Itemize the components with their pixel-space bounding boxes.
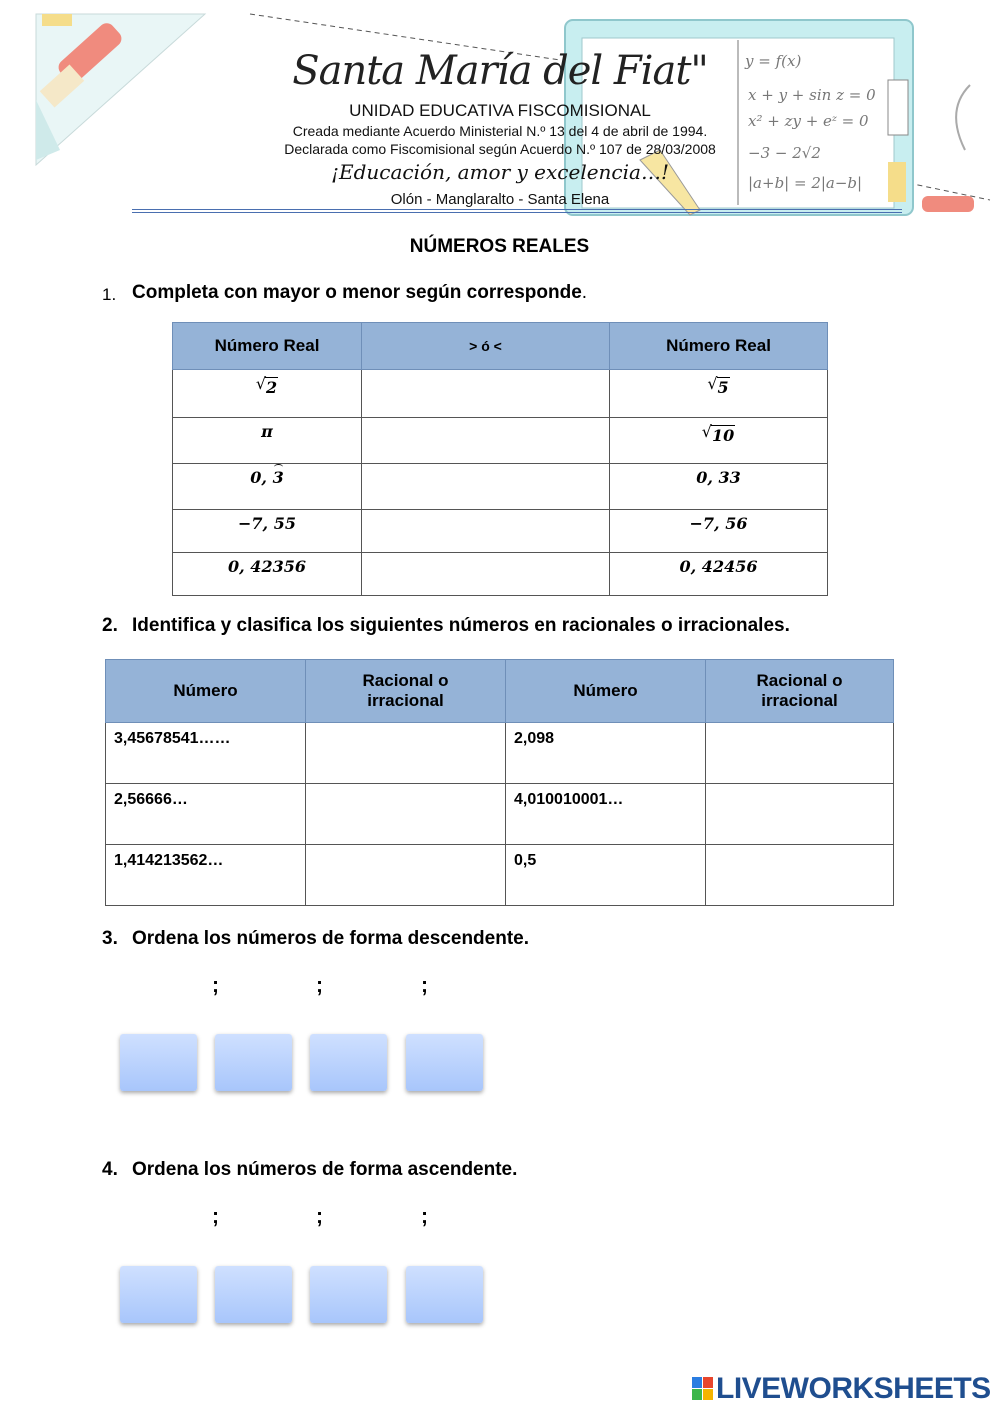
q3-text: Ordena los números de forma descendente. — [132, 928, 529, 949]
header-cell: > ó < — [362, 323, 610, 370]
number-cell: 1,414213562… — [106, 845, 306, 906]
value-cell: √ 10 — [610, 418, 828, 464]
header-rule — [132, 209, 902, 210]
formula-4: −3 − 2√2 — [748, 144, 821, 162]
created-line: Creada mediante Acuerdo Ministerial N.º 13 del 4 de abril de 1994. — [292, 123, 708, 139]
value-cell: 0, 33 — [610, 464, 828, 510]
q4-text: Ordena los números de forma ascendente. — [132, 1159, 518, 1180]
liveworksheets-logo-icon — [692, 1377, 714, 1401]
liveworksheets-logo[interactable]: LIVEWORKSHEETS — [716, 1372, 991, 1405]
number-cell: 2,098 — [506, 723, 706, 784]
q2-number: 2. — [102, 615, 118, 636]
table-row — [173, 464, 828, 510]
number-cell: 4,010010001… — [506, 784, 706, 845]
location: Olón - Manglaralto - Santa Elena — [390, 191, 610, 208]
table-row — [106, 845, 894, 906]
drop-slot[interactable] — [215, 1034, 292, 1091]
answer-cell[interactable] — [362, 370, 610, 418]
table-row — [173, 418, 828, 464]
drop-slot[interactable] — [310, 1034, 387, 1091]
answer-cell[interactable] — [706, 845, 894, 906]
declared-line: Declarada como Fiscomisional según Acuerdo N.º 107 de 28/03/2008 — [284, 141, 716, 157]
separator: ; — [212, 974, 219, 997]
table-row — [106, 784, 894, 845]
answer-cell[interactable] — [362, 510, 610, 553]
table-row — [106, 723, 894, 784]
table-row — [173, 370, 828, 418]
comparison-table — [172, 322, 828, 596]
value-cell: √ 2 — [173, 370, 362, 418]
value-cell: π — [173, 418, 362, 464]
school-header — [0, 0, 999, 222]
drop-slot[interactable] — [120, 1034, 197, 1091]
drop-slot[interactable] — [406, 1034, 483, 1091]
table-header-row — [106, 660, 894, 723]
header-cell: Número Real — [173, 323, 362, 370]
value-cell: 0, 42356 — [173, 553, 362, 596]
answer-cell[interactable] — [362, 553, 610, 596]
drop-slot[interactable] — [310, 1266, 387, 1323]
drop-slot[interactable] — [120, 1266, 197, 1323]
unit-type: UNIDAD EDUCATIVA FISCOMISIONAL — [349, 101, 651, 120]
table-row — [173, 553, 828, 596]
table-row — [173, 510, 828, 553]
drop-slot[interactable] — [215, 1266, 292, 1323]
formula-3: x² + zy + eᶻ = 0 — [748, 112, 869, 130]
header-cell: Racional o irracional — [706, 660, 894, 723]
table-header-row — [173, 323, 828, 370]
value-cell: 0, 42456 — [610, 553, 828, 596]
formula-2: x + y + sin z = 0 — [748, 86, 876, 104]
value-cell: √ 5 — [610, 370, 828, 418]
answer-cell[interactable] — [306, 723, 506, 784]
number-cell: 0,5 — [506, 845, 706, 906]
separator: ; — [421, 1205, 428, 1228]
answer-cell[interactable] — [362, 464, 610, 510]
header-cell: Racional o irracional — [306, 660, 506, 723]
answer-cell[interactable] — [306, 784, 506, 845]
value-cell: 0, 3 — [173, 464, 362, 510]
number-cell: 3,45678541…… — [106, 723, 306, 784]
motto: ¡Educación, amor y excelencia…! — [330, 160, 669, 184]
school-name: Santa María del Fiat" — [292, 48, 708, 94]
separator: ; — [316, 974, 323, 997]
number-cell: 2,56666… — [106, 784, 306, 845]
q1-text: Completa con mayor o menor según corresponde. — [132, 282, 588, 303]
formula-5: |a+b| = 2|a−b| — [748, 174, 863, 192]
page-title: NÚMEROS REALES — [409, 236, 590, 257]
q3-number: 3. — [102, 928, 118, 949]
q2-text: Identifica y clasifica los siguientes números en racionales o irracionales. — [132, 615, 790, 636]
q1-number: 1. — [102, 285, 117, 304]
header-cell: Número Real — [610, 323, 828, 370]
classification-table — [105, 659, 894, 906]
drop-slot[interactable] — [406, 1266, 483, 1323]
answer-cell[interactable] — [706, 784, 894, 845]
formula-1: y = f(x) — [745, 52, 802, 70]
separator: ; — [212, 1205, 219, 1228]
answer-cell[interactable] — [306, 845, 506, 906]
answer-cell[interactable] — [362, 418, 610, 464]
value-cell: −7, 55 — [173, 510, 362, 553]
answer-cell[interactable] — [706, 723, 894, 784]
q4-number: 4. — [102, 1159, 118, 1180]
separator: ; — [421, 974, 428, 997]
value-cell: −7, 56 — [610, 510, 828, 553]
header-cell: Número — [106, 660, 306, 723]
header-cell: Número — [506, 660, 706, 723]
separator: ; — [316, 1205, 323, 1228]
header-rule — [132, 212, 902, 213]
